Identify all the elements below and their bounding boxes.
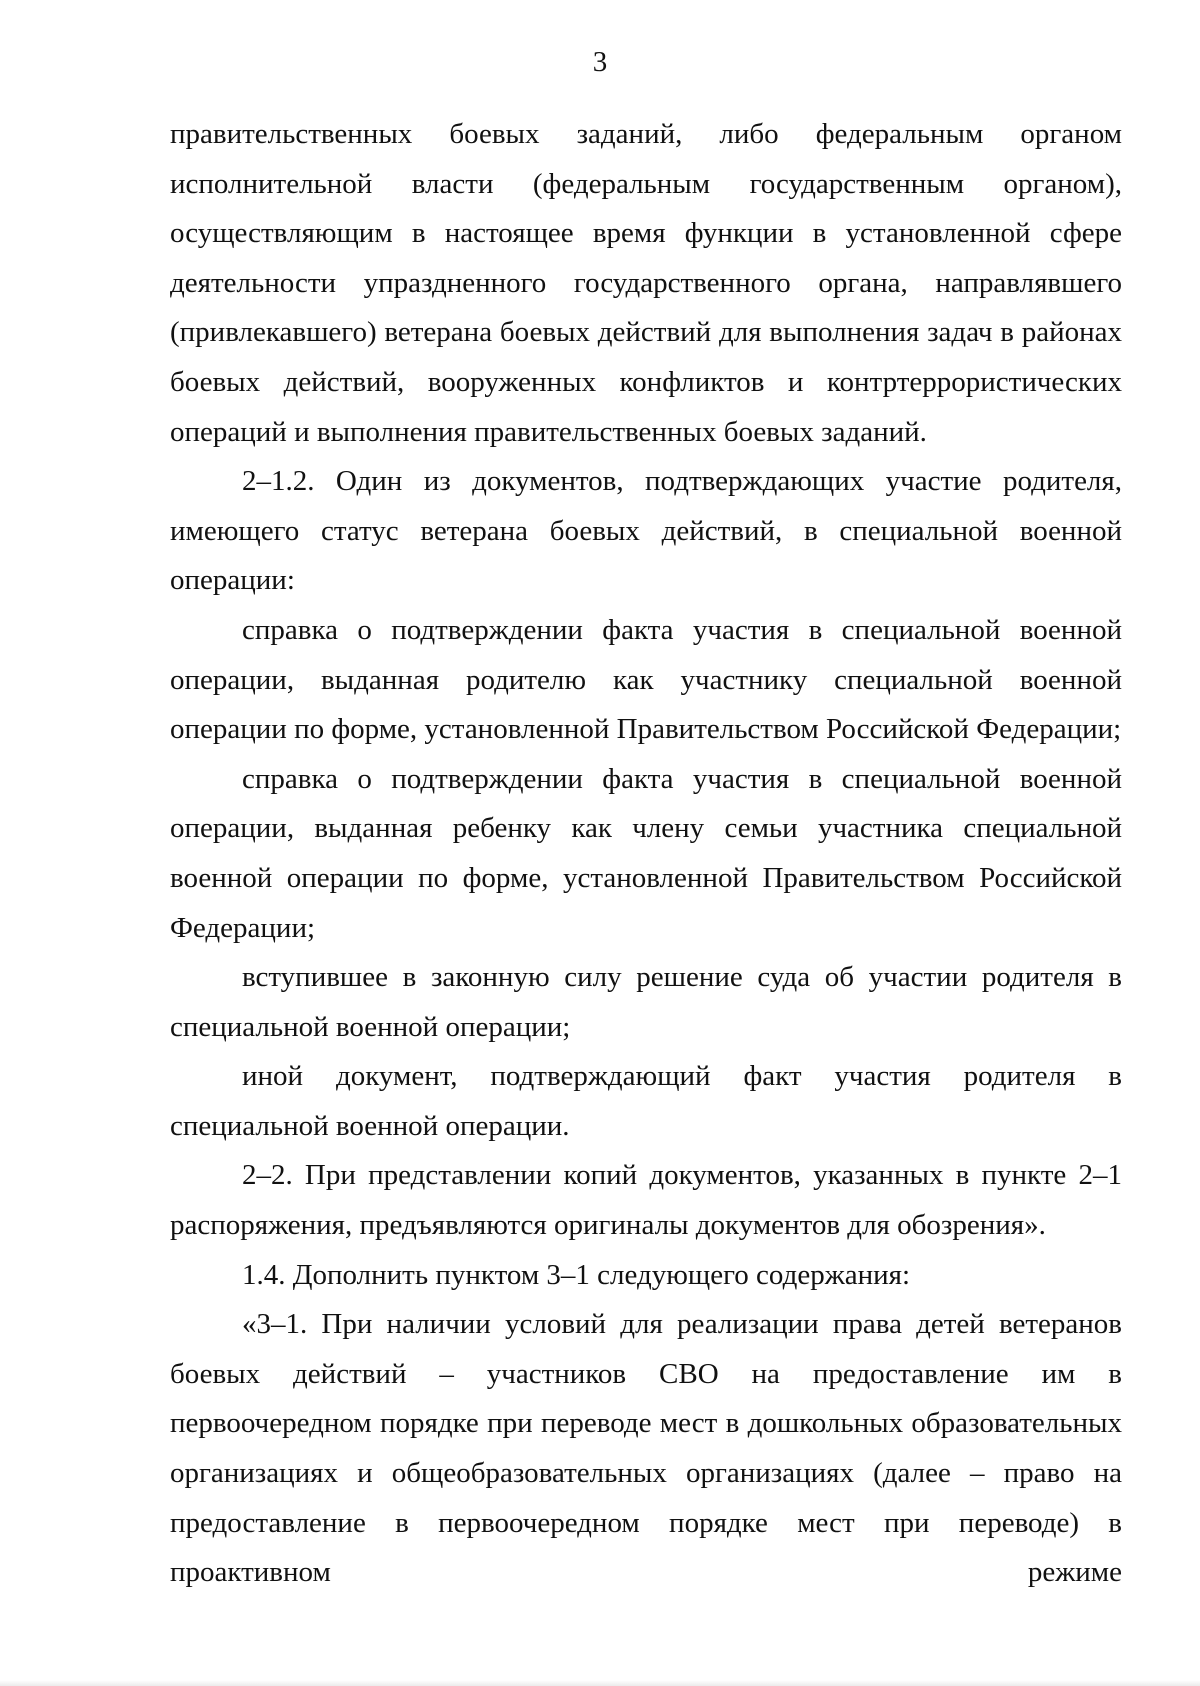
document-body: [170, 110, 1122, 1598]
paragraph-certificate-parent: справка о подтверждении факта участия в специальной военной операции, выданная родителю как участнику специальной военной операции по форме, установленной Правительством Российской Федерации;: [170, 613, 1122, 746]
paragraph-3-1: «3–1. При наличии условий для реализации права детей ветеранов боевых действий – участников СВО на предоставление им в первоочередном порядке при переводе мест в дошкольных образовательных организациях и общеобразовательных организациях (далее – право на предоставление в первоочередном порядке мест при переводе) в проактивном режиме: [170, 1308, 1122, 1589]
paragraph-2-1-2: 2–1.2. Один из документов, подтверждающих участие родителя, имеющего статус ветерана боевых действий, в специальной военной операции:: [170, 465, 1122, 597]
paragraph-court-decision: вступившее в законную силу решение суда об участии родителя в специальной военной операции;: [170, 961, 1122, 1043]
page-number: 3: [592, 46, 608, 78]
paragraph-certificate-child: справка о подтверждении факта участия в специальной военной операции, выданная ребенку как члену семьи участника специальной военной операции по форме, установленной Правительством Российской Федерации;: [170, 762, 1122, 944]
paragraph-other-document: иной документ, подтверждающий факт участия родителя в специальной военной операции.: [170, 1060, 1122, 1142]
scan-bottom-edge: [0, 1680, 1200, 1686]
paragraph-2-2: 2–2. При представлении копий документов, указанных в пункте 2–1 распоряжения, предъявляются оригиналы документов для обозрения».: [170, 1159, 1122, 1242]
paragraph-1-4: 1.4. Дополнить пунктом 3–1 следующего содержания:: [242, 1258, 911, 1291]
paragraph-continuation: правительственных боевых заданий, либо федеральным органом исполнительной власти (федеральным государственным органом), осуществляющим в настоящее время функции в установленной сфере деятельности упраздненного государственного органа, направлявшего (привлекавшего) ветерана боевых действий для выполнения задач в районах боевых действий, вооруженных конфликтов и контртеррористических операций и выполнения правительственных боевых заданий.: [170, 118, 1122, 448]
